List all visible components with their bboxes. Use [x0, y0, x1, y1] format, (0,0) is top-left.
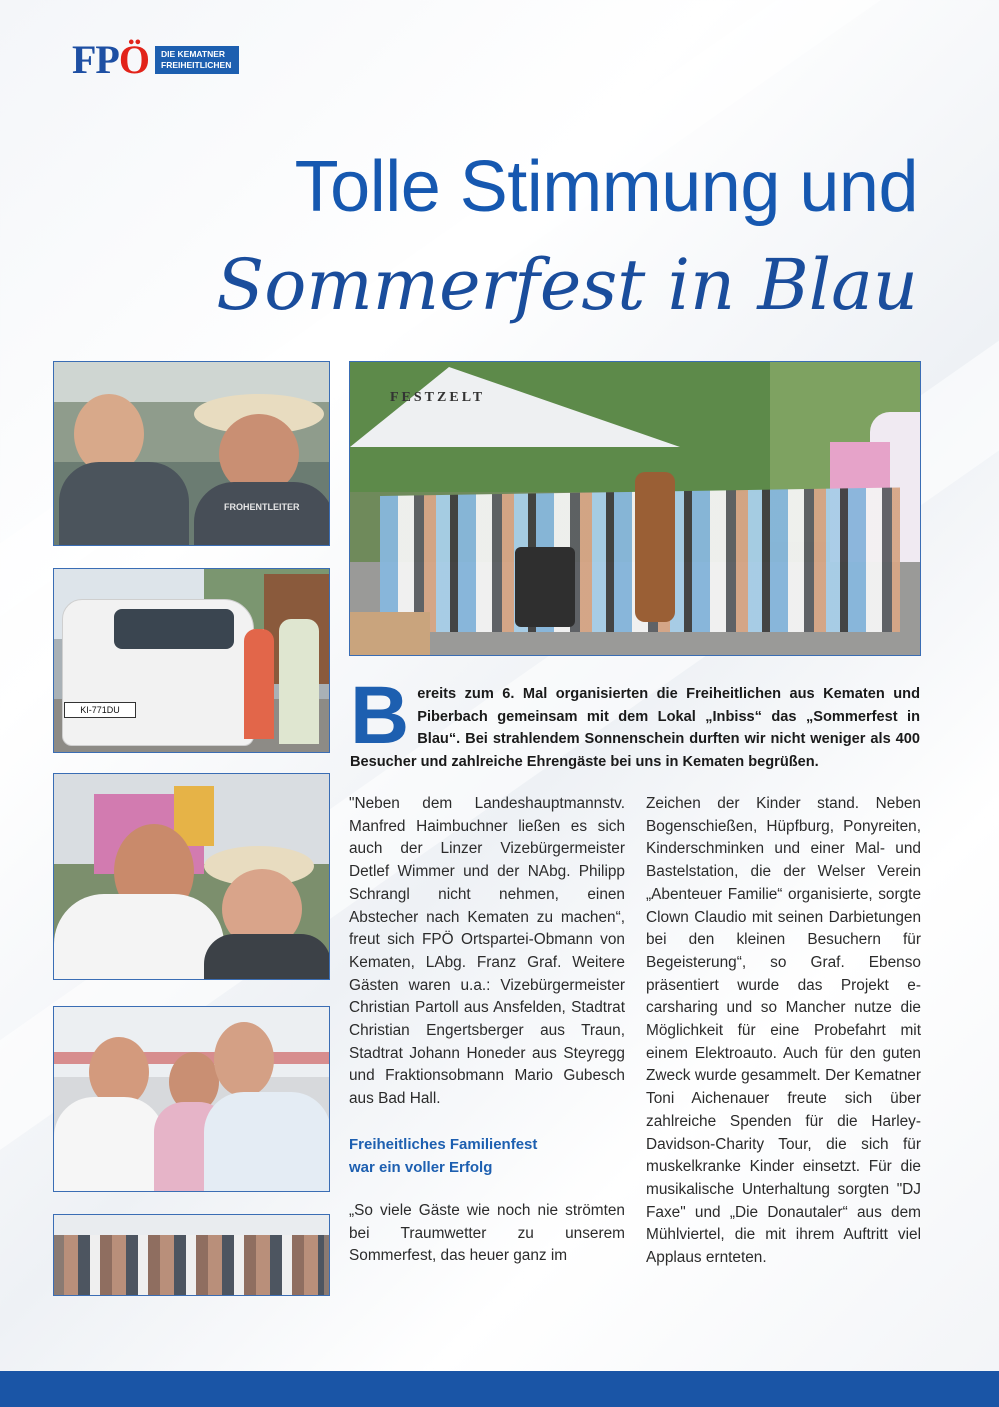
drop-cap: B: [350, 670, 410, 761]
logo-mark-fp: FP: [72, 37, 119, 82]
photo-electric-car: [53, 568, 330, 753]
body-column-1: [349, 793, 625, 1268]
photo-tent-sign: FESTZELT: [390, 390, 486, 405]
headline-line2: Sommerfest in Blau: [216, 244, 918, 326]
photo-tent-crowd: [53, 1214, 330, 1296]
lead-paragraph: [350, 670, 920, 773]
subheading-line1: Freiheitliches Familienfest: [349, 1135, 538, 1153]
photo-three-guests: [53, 1006, 330, 1192]
body-paragraph: "Neben dem Landeshauptmannstv. Manfred Haimbuchner ließen es sich auch der Linzer Vizebürgermeister Detlef Wimmer und der NAbg. Philipp Schrangl nicht nehmen, einen Abstecher nach Kematen zu machen“, freut sich FPÖ Ortspartei-Obmann von Kematen, LAbg. Franz Graf. Weitere Gästen waren u.a.: Vizebürgermeister Christian Partoll aus Ansfelden, Stadtrat Christian Engertsberger aus Traun, Stadtrat Johann Honeder aus Steyregg und Fraktionsobmann Mario Gubesch aus Bad Hall.: [349, 795, 625, 1108]
logo-tagline-line1: DIE KEMATNER: [161, 49, 226, 59]
lead-text: ereits zum 6. Mal organisierten die Freiheitlichen aus Kematen und Piberbach gemeinsam mit dem Lokal „Inbiss“ das „Sommerfest in Blau“. Bei strahlendem Sonnenschein durften wir nicht weniger als 400 Besucher und zahlreiche Ehrengäste bei uns in Kematen begrüßen.: [350, 686, 920, 770]
body-column-2: [646, 793, 921, 1270]
logo-mark-o: Ö: [118, 37, 149, 82]
logo-tagline-box: [155, 46, 239, 74]
photo-couple-with-hat: [53, 361, 330, 546]
subheading-line2: war ein voller Erfolg: [349, 1158, 493, 1176]
logo-mark: [72, 37, 149, 82]
fpoe-logo: [72, 37, 239, 82]
photo-shirt-text: FROHENTLEITER: [224, 502, 300, 512]
footer-bar: [0, 1371, 999, 1407]
photo-car-plate: KI-771DU: [64, 702, 136, 718]
logo-tagline-line2: FREIHEITLICHEN: [161, 60, 232, 70]
body-paragraph: Zeichen der Kinder stand. Neben Bogenschießen, Hüpfburg, Ponyreiten, Kinderschminken und einer Mal- und Bastelstation, die der Welser Verein „Abenteuer Familie“ organisierte, sorgte Clown Claudio mit seinen Darbietungen bei den kleinen Besuchern für Begeisterung“, so Graf. Ebenso präsentiert wurde das Projekt e-carsharing und so Mancher nutze die Möglichkeit für eine Probefahrt mit einem Elektroauto. Auch für den guten Zweck wurde gesammelt. Der Kematner Toni Aichenauer freute sich über zahlreiche Spenden für die Harley-Davidson-Charity Tour, die sich für muskelkranke Kinder einsetzt. Für die musikalische Unterhaltung sorgten "DJ Faxe" und „Die Donautaler“ aus dem Mühlviertel, die mit ihrem Auftritt viel Applaus ernteten.: [646, 795, 921, 1267]
headline-line1: Tolle Stimmung und: [294, 147, 918, 227]
photo-selfie-with-hat: [53, 773, 330, 980]
photo-group-festzelt: [349, 361, 921, 656]
body-paragraph: „So viele Gäste wie noch nie strömten bei Traumwetter zu unserem Sommerfest, das heuer ganz im: [349, 1201, 625, 1265]
section-subheading: [349, 1133, 625, 1179]
